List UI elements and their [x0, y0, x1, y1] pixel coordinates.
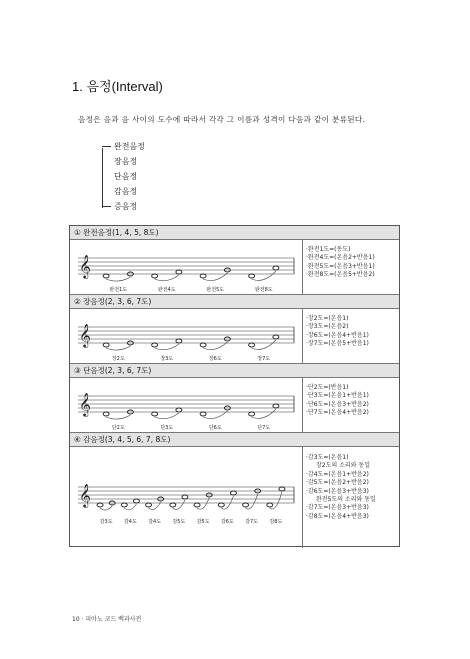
section-perfect: [70, 226, 399, 294]
interval-type-tree: [102, 140, 192, 212]
interval-label: 단7도: [257, 425, 271, 431]
note-head: [152, 274, 158, 278]
interval-label: 장7도: [257, 356, 271, 362]
note-head: [273, 335, 279, 339]
tree-item: 단음정: [114, 172, 138, 181]
interval-label: 장2도: [111, 356, 125, 362]
section-major: [70, 295, 399, 363]
page-footer: 10 · 피아노 코드 백과사전: [72, 616, 142, 623]
treble-clef-icon: 𝄞: [79, 392, 91, 416]
note-head: [267, 503, 273, 507]
slur: [252, 409, 276, 418]
treble-clef-icon: 𝄞: [79, 483, 91, 507]
note-head: [200, 412, 206, 416]
section-notes: ·단2도=(반음1) ·단3도=(온음1+반음1) ·단6도=(온음3+반음2) ·단7도=(온음4+반음2): [302, 378, 369, 432]
slur: [106, 277, 130, 281]
note-head: [152, 343, 158, 347]
section-heading: ② 장음정(2, 3, 6, 7도): [70, 295, 399, 309]
section-diminished: [70, 433, 399, 546]
note-head: [176, 339, 182, 343]
staff-major: [70, 309, 302, 363]
note-head: [200, 343, 206, 347]
interval-label: 단6도: [208, 425, 222, 431]
note-head: [152, 412, 158, 416]
note-head: [200, 274, 206, 278]
note-head: [273, 266, 279, 270]
slur: [252, 271, 276, 280]
slur: [155, 275, 179, 281]
tree-item: 장음정: [114, 157, 138, 166]
interval-label: 완전1도: [109, 287, 128, 293]
interval-label: 완전8도: [254, 287, 273, 293]
note-head: [230, 491, 236, 495]
note-head: [133, 499, 139, 503]
tree-item: 감음정: [114, 187, 138, 196]
interval-label: 완전4도: [157, 287, 176, 293]
slur: [106, 346, 130, 350]
interval-label: 장6도: [208, 356, 222, 362]
interval-label: 감8도: [269, 519, 283, 525]
section-notes: ·감3도=(온음1) 장2도의 소리와 동일 ·감4도=(온음1+반음2) ·감5도=(온음2+반음2) ·감6도=(온음3+반음3) 완전5도의 소리와 동일 ·감7도=(온음3+반음3) ·감8도=(온음4+반음3): [302, 447, 376, 548]
staff-minor: [70, 378, 302, 432]
note-head: [249, 412, 255, 416]
slur: [252, 340, 276, 349]
note-head: [182, 495, 188, 499]
note-head: [249, 343, 255, 347]
interval-label: 감6도: [220, 519, 234, 525]
note-head: [103, 274, 109, 278]
note-head: [146, 503, 152, 507]
interval-label: 감7도: [245, 519, 259, 525]
tree-item: 증음정: [102, 200, 137, 214]
section-heading: ① 완전음정(1, 4, 5, 8도): [70, 226, 399, 240]
note-head: [121, 503, 127, 507]
note-head: [103, 412, 109, 416]
page-title: 1. 음정(Interval): [72, 79, 163, 94]
interval-label: 완전5도: [206, 287, 225, 293]
tree-item: 완전음정: [102, 140, 145, 154]
interval-label: 단3도: [160, 425, 174, 431]
note-head: [279, 487, 285, 491]
note-head: [170, 503, 176, 507]
note-head: [218, 503, 224, 507]
slur: [155, 344, 179, 350]
interval-label: 감3도: [99, 519, 113, 525]
note-head: [243, 503, 249, 507]
interval-table: [69, 225, 400, 547]
interval-label: 감4도: [148, 519, 162, 525]
interval-label: 감5도: [196, 519, 210, 525]
interval-label: 장3도: [160, 356, 174, 362]
intro-text: 음정은 음과 음 사이의 도수에 따라서 각각 그 이름과 성격이 다음과 같이 분류된다.: [78, 115, 366, 124]
note-head: [249, 274, 255, 278]
interval-label: 감5도: [172, 519, 186, 525]
slur: [106, 415, 130, 419]
treble-clef-icon: 𝄞: [79, 323, 91, 347]
slur: [155, 413, 179, 419]
staff-diminished: [70, 447, 302, 546]
treble-clef-icon: 𝄞: [79, 254, 91, 278]
note-head: [273, 404, 279, 408]
interval-label: 감4도: [123, 519, 137, 525]
section-heading: ④ 감음정(3, 4, 5, 6, 7, 8도): [70, 433, 399, 447]
note-head: [194, 503, 200, 507]
slur: [173, 500, 185, 509]
interval-label: 단2도: [111, 425, 125, 431]
section-notes: ·장2도=(온음1) ·장3도=(온음2) ·장6도=(온음4+반음1) ·장7도=(온음5+반음1): [302, 309, 369, 363]
staff-perfect: [70, 240, 302, 294]
section-notes: ·완전1도=(동도) ·완전4도=(온음2+반음1) ·완전5도=(온음3+반음1) ·완전8도=(온음5+반음2): [302, 240, 375, 294]
note-head: [176, 408, 182, 412]
section-minor: [70, 364, 399, 432]
note-head: [176, 270, 182, 274]
note-head: [97, 503, 103, 507]
section-heading: ③ 단음정(2, 3, 6, 7도): [70, 364, 399, 378]
note-head: [103, 343, 109, 347]
